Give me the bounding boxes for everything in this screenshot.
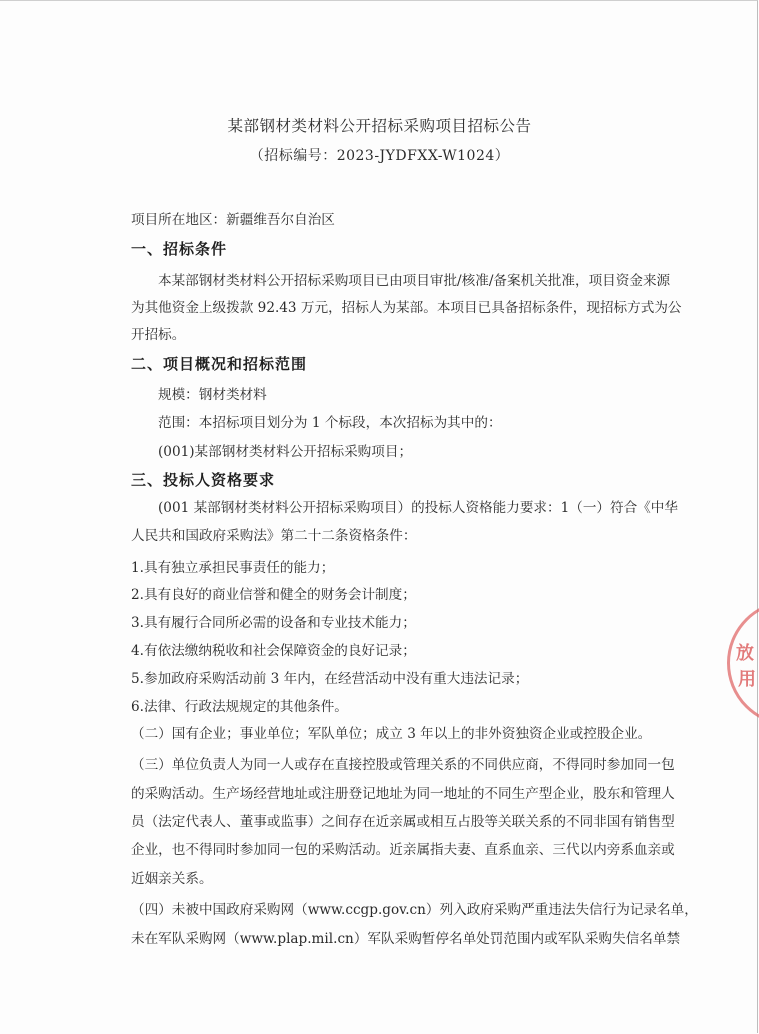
qualification-clause-2: （二）国有企业；事业单位；军队单位；成立 3 年以上的非外资独资企业或控股企业。 xyxy=(131,726,652,742)
section1-paragraph-line: 为其他资金上级拨款 92.43 万元，招标人为某部。本项目已具备招标条件，现招标方式为公 xyxy=(131,300,682,316)
qualification-clause-3-line: 近姻亲关系。 xyxy=(131,871,213,887)
qualification-item: 6.法律、行政法规规定的其他条件。 xyxy=(131,699,348,715)
qualification-clause-3-line: （三）单位负责人为同一人或存在直接控股或管理关系的不同供应商，不得同时参加同一包 xyxy=(131,757,675,773)
qualification-item: 5.参加政府采购活动前 3 年内，在经营活动中没有重大违法记录； xyxy=(131,671,529,687)
qualification-item: 4.有依法缴纳税收和社会保障资金的良好记录； xyxy=(131,643,416,659)
qualification-clause-3-line: 员（法定代表人、董事或监事）之间存在近亲属或相互占股等关联关系的不同非国有销售型 xyxy=(131,814,675,830)
qualification-clause-3-line: 企业，也不得同时参加同一包的采购活动。近亲属指夫妻、直系血亲、三代以内旁系血亲或 xyxy=(131,842,675,858)
qualification-item: 2.具有良好的商业信誉和健全的财务会计制度； xyxy=(131,587,416,603)
seal-character: 用 xyxy=(738,669,756,690)
document-title: 某部钢材类材料公开招标采购项目招标公告 xyxy=(227,117,532,135)
document-subtitle: （招标编号：2023-JYDFXX-W1024） xyxy=(249,148,510,164)
qualification-item: 1.具有独立承担民事责任的能力； xyxy=(131,560,335,576)
qualification-clause-4-line: （四）未被中国政府采购网（www.ccgp.gov.cn）列入政府采购严重违法失信行为记录名单， xyxy=(131,902,698,918)
section-heading-1: 一、招标条件 xyxy=(131,240,228,258)
qualification-item: 3.具有履行合同所必需的设备和专业技术能力； xyxy=(131,615,416,631)
section1-paragraph-line: 开招标。 xyxy=(131,327,186,343)
section2-scope: 范围：本招标项目划分为 1 个标段，本次招标为其中的： xyxy=(158,415,502,431)
section1-paragraph-line: 本某部钢材类材料公开招标采购项目已由项目审批/核准/备案机关批准，项目资金来源 xyxy=(158,273,671,289)
section-heading-3: 三、投标人资格要求 xyxy=(131,471,276,489)
section3-paragraph-line: 人民共和国政府采购法》第二十二条资格条件： xyxy=(131,528,417,544)
section3-paragraph-line: (001 某部钢材类材料公开招标采购项目）的投标人资格能力要求：1（一）符合《中华 xyxy=(158,500,678,516)
project-location: 项目所在地区：新疆维吾尔自治区 xyxy=(131,212,335,228)
qualification-clause-3-line: 的采购活动。生产场经营地址或注册登记地址为同一地址的不同生产型企业，股东和管理人 xyxy=(131,786,675,802)
seal-character: 放 xyxy=(736,643,754,664)
section2-item: (001)某部钢材类材料公开招标采购项目； xyxy=(158,444,413,460)
qualification-clause-4-line: 未在军队采购网（www.plap.mil.cn）军队采购暂停名单处罚范围内或军队采购失信名单禁 xyxy=(131,931,681,947)
section-heading-2: 二、项目概况和招标范围 xyxy=(131,355,308,373)
section2-scale: 规模：钢材类材料 xyxy=(158,387,267,403)
